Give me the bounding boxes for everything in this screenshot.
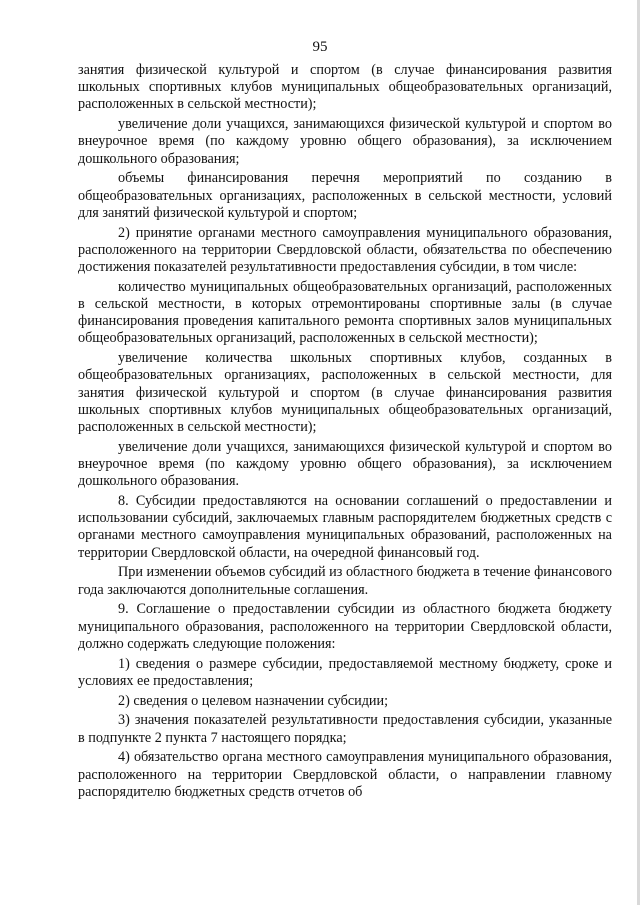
paragraph: увеличение доли учащихся, занимающихся физической культурой и спортом во внеурочное время (по каждому уровню общего образования), за исключением дошкольного образования. bbox=[78, 438, 612, 490]
page-number: 95 bbox=[312, 39, 328, 55]
paragraph: При изменении объемов субсидий из областного бюджета в течение финансового года заключаются дополнительные соглашения. bbox=[78, 564, 612, 598]
paragraph: 2) принятие органами местного самоуправления муниципального образования, расположенного на территории Свердловской области, обязательства по обеспечению достижения показателей результативности предоставления субсидии, в том числе: bbox=[78, 224, 612, 276]
paragraph: 9. Соглашение о предоставлении субсидии из областного бюджета бюджету муниципального образования, расположенного на территории Свердловской области, должно содержать следующие положения: bbox=[78, 601, 612, 652]
paragraph: увеличение количества школьных спортивных клубов, созданных в общеобразовательных организациях, расположенных в сельской местности, для занятия физической культурой и спортом (в случае финансирования развития школьных спортивных клубов муниципальных общеобразовательных организаций, расположенных в сельской местности); bbox=[78, 350, 612, 436]
paragraph: количество муниципальных общеобразовательных организаций, расположенных в сельской местности, в которых отремонтированы спортивные залы (в случае финансирования проведения капитального ремонта спортивных залов муниципальных общеобразовательных организаций, расположенных в сельской местности); bbox=[78, 278, 612, 347]
document-body bbox=[78, 62, 612, 804]
paragraph: 8. Субсидии предоставляются на основании соглашений о предоставлении и использовании субсидий, заключаемых главным распорядителем бюджетных средств с органами местного самоуправления муниципальных образований, расположенных на территории Свердловской области, на очередной финансовый год. bbox=[78, 493, 612, 561]
paragraph: 4) обязательство органа местного самоуправления муниципального образования, расположенного на территории Свердловской области, о направлении главному распорядителю бюджетных средств отчетов об bbox=[78, 749, 612, 800]
paragraph: 1) сведения о размере субсидии, предоставляемой местному бюджету, сроке и условиях ее предоставления; bbox=[78, 655, 612, 689]
paragraph: 2) сведения о целевом назначении субсидии; bbox=[118, 692, 389, 709]
paragraph: занятия физической культурой и спортом (в случае финансирования развития школьных спортивных клубов муниципальных общеобразовательных организаций, расположенных в сельской местности); bbox=[78, 62, 612, 113]
paragraph: объемы финансирования перечня мероприятий по созданию в общеобразовательных организациях, расположенных в сельской местности, условий для занятий физической культурой и спортом; bbox=[78, 170, 612, 221]
paragraph: увеличение доли учащихся, занимающихся физической культурой и спортом во внеурочное время (по каждому уровню общего образования), за исключением дошкольного образования; bbox=[78, 116, 612, 167]
paragraph: 3) значения показателей результативности предоставления субсидии, указанные в подпункте 2 пункта 7 настоящего порядка; bbox=[78, 712, 612, 746]
